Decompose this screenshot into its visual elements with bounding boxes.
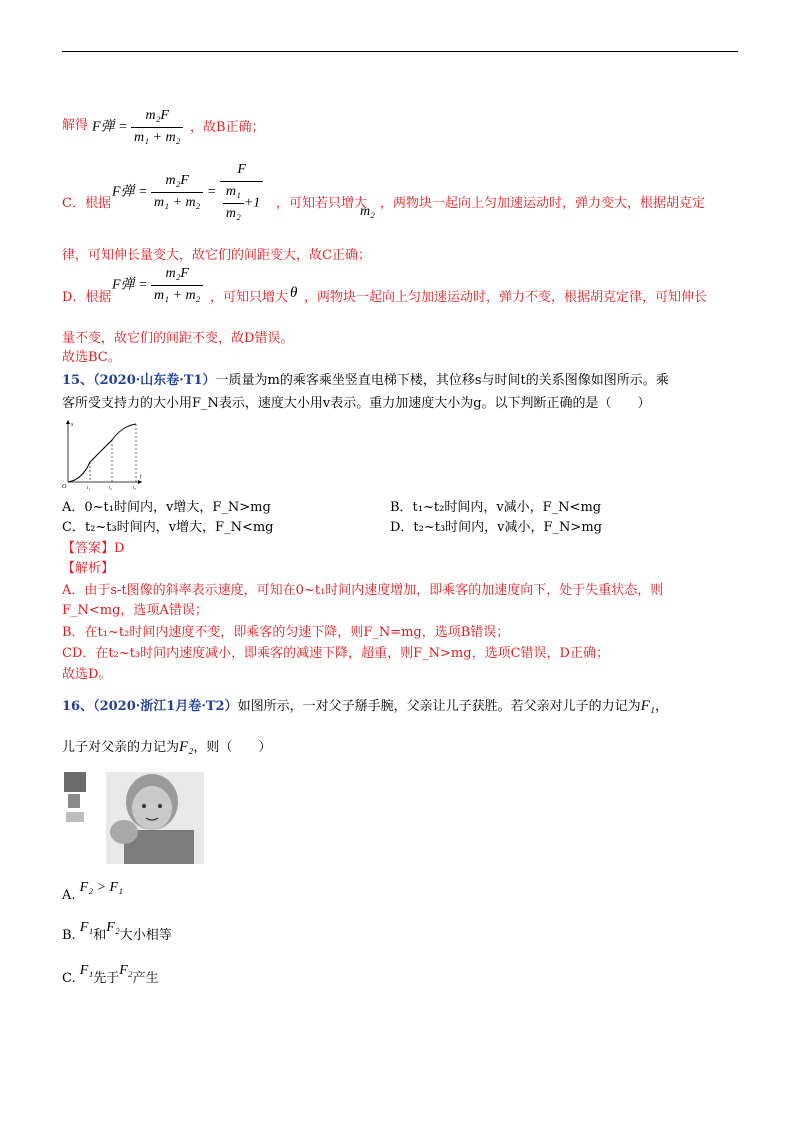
fraction [151,266,203,305]
option-label: A. [62,888,76,903]
tick-t2: t₂ [109,486,113,490]
text: ，可知只增大 [210,290,289,305]
q16-option-c[interactable] [62,963,159,988]
st-curve [68,424,136,482]
analysis-line: 故选D。 [62,667,112,682]
question-stem: 一质量为m的乘客乘坐竖直电梯下楼，其位移s与时间t的关系图像如图所示。乘 [215,373,669,388]
x-arrow [138,480,142,484]
punct: ， [655,699,669,714]
question-stem: 客所受支持力的大小用F_N表示，速度大小用v表示。重力加速度大小为g。以下判断正确的是（ ） [62,396,651,411]
analysis-line: CD．在t₂~t₃时间内速度减小，即乘客的减速下降，超重，则F_N>mg，选项C错误，D正确； [62,646,609,661]
st-graph [60,418,146,490]
f1-symbol: F₁ [640,698,655,714]
tick-t3: t₃ [133,486,137,490]
analysis-line: B．在t₁~t₂时间内速度不变，即乘客的匀速下降，则F_N=mg，选项B错误； [62,625,510,640]
nested-numerator: m₁ [223,184,244,204]
text-prefix: 解得 [62,118,89,133]
fraction-2 [220,162,263,222]
formula-f-spring-1: F弹 = $\frac{\text{m₂F}}{\text{m₁ + m₂}}$ [92,108,183,147]
fraction-numerator: m₂F [151,173,203,193]
analysis-heading: 【解析】 [62,561,115,576]
q15-stem-line1 [62,373,669,389]
q15-option-a[interactable] [62,500,271,516]
tick-t1: t₁ [87,486,91,490]
q15-option-c[interactable] [62,520,274,536]
q15-analysis-4 [62,667,111,683]
option-text: 和 [93,928,107,943]
nested-denominator: m₂ [225,205,241,221]
m2-symbol: m₂ [360,204,375,219]
origin-label: O [62,484,67,490]
fraction-numerator: m₂F [151,266,203,286]
option-text: A．0~t₁时间内，v增大，F_N>mg [62,500,271,515]
analysis-line: A．由于s-t图像的斜率表示速度，可知在0~t₁时间内速度增加，即乘客的加速度向下，处于失重状态，则 [62,583,664,598]
fraction-denominator [220,182,263,223]
formula-lhs: F弹 [92,119,115,135]
q15-analysis-3 [62,646,609,662]
text-suffix: ，故B正确； [190,120,265,135]
symbol-theta [290,284,297,302]
arm-wrestling-photo [64,772,204,864]
header-rule [62,51,738,52]
option-c-line2 [62,248,371,264]
f2-symbol: F₂ [119,963,133,978]
y-arrow [66,420,70,424]
q16-stem-line1 [62,697,668,715]
f1-symbol: F₁ [79,920,94,935]
option-d-mid [210,290,288,306]
formula-option-d: F弹 = $\frac{\text{m₂F}}{\text{m₁ + m₂}}$ [112,266,203,305]
option-text: D．t₂~t₃时间内，v减小，F_N>mg [390,520,602,535]
fraction-numerator: F [220,162,263,182]
conclusion-1 [62,350,121,366]
option-c-mid [276,196,367,212]
option-text: 产生 [132,971,159,986]
text: ，两物块一起向上匀加速运动时，弹力不变，根据胡克定律，可知伸长 [304,290,708,305]
theta-symbol: θ [290,285,298,301]
q15-option-d[interactable] [390,520,602,536]
text: 量不变，故它们的间距不变，故D错误。 [62,331,294,346]
text: 故选BC。 [62,350,121,365]
solution-line-1-suffix [190,120,265,136]
q15-analysis-2 [62,625,509,641]
q15-answer [62,541,124,557]
x-label: t [140,474,142,480]
q16-option-b[interactable] [62,920,172,945]
symbol-m2 [360,204,375,221]
f2-symbol: F₂ [179,739,194,755]
q15-stem-line2 [62,396,651,412]
question-tag: 16、（2020·浙江1月卷·T2） [62,699,238,714]
option-text: 先于 [93,971,120,986]
option-c-suffix [380,196,705,212]
option-text: B．t₁~t₂时间内，v减小，F_N<mg [390,500,602,515]
option-label: C. [62,971,76,986]
fraction-denominator: m₁ + m₂ [134,129,181,145]
text: ，可知若只增大 [276,196,368,211]
text: C．根据 [62,196,111,211]
fraction-numerator: m₂F [131,108,183,128]
fraction-denominator: m₁ + m₂ [154,287,201,303]
fraction-denominator: m₁ + m₂ [154,194,201,210]
q15-analysis-0 [62,583,663,599]
question-stem: 如图所示，一对父子掰手腕，父亲让儿子获胜。若父亲对儿子的力记为 [237,699,641,714]
plus-one: +1 [243,195,261,211]
formula-option-c: F弹 = $\frac{\text{m₂F}}{\text{m₁ + m₂}}$ = F $\frac{\text{m₁}}{\text{m₂}}$ +1 [112,162,263,222]
punct: ，则（ ） [193,740,272,755]
q16-option-a[interactable] [62,880,123,905]
option-d-suffix [304,290,707,306]
fraction [131,108,183,147]
question-stem: 儿子对父亲的力记为 [62,740,180,755]
q15-option-b[interactable] [390,500,601,516]
text: ，两物块一起向上匀加速运动时，弹力变大，根据胡克定 [380,196,706,211]
option-formula: F₂ > F₁ [79,880,123,895]
f1-symbol: F₁ [79,963,94,978]
option-d-prefix [62,290,111,306]
formula-lhs: F弹 [112,277,135,293]
option-c-prefix [62,196,111,212]
formula-lhs: F弹 [112,184,135,200]
q15-analysis-1 [62,603,208,619]
fraction-1 [151,173,203,212]
option-label: B. [62,928,76,943]
option-text: 大小相等 [119,928,172,943]
option-d-line2 [62,331,293,347]
text: D．根据 [62,290,112,305]
equals-sign: = [206,184,217,200]
solution-line-1 [62,118,88,134]
question-tag: 15、（2020·山东卷·T1） [62,373,216,388]
q16-stem-line2 [62,738,271,756]
option-text: C．t₂~t₃时间内，v增大，F_N<mg [62,520,274,535]
f2-symbol: F₂ [106,920,120,935]
y-label: s [71,422,74,428]
answer-text: 【答案】D [62,541,125,556]
nested-fraction [223,184,244,223]
analysis-line: F_N<mg，选项A错误； [62,603,208,618]
q15-analysis-title [62,561,114,577]
text: 律，可知伸长量变大，故它们的间距变大，故C正确； [62,248,371,263]
